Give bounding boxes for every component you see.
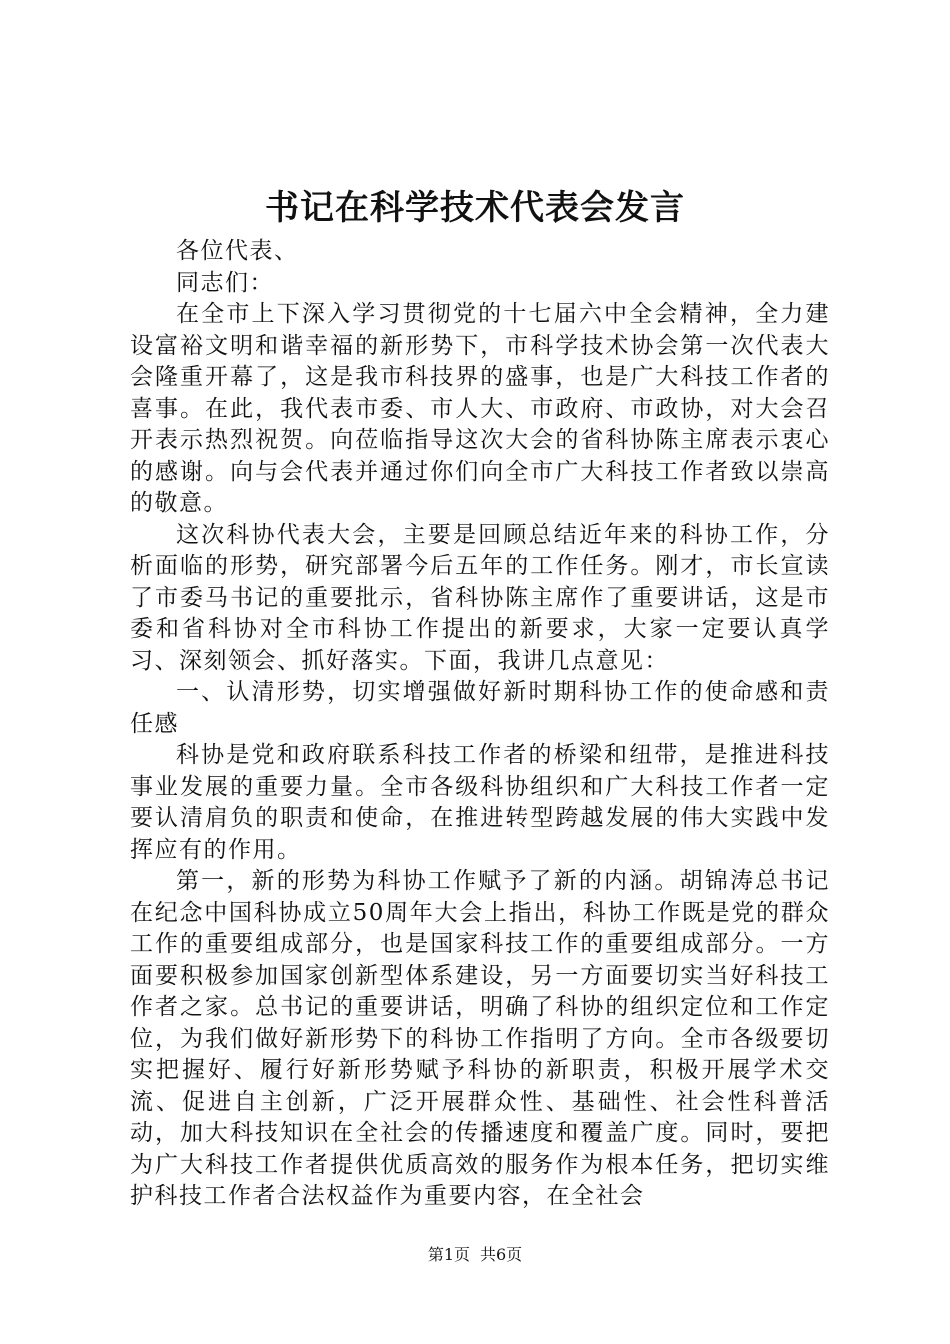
body-paragraph: 科协是党和政府联系科技工作者的桥梁和纽带，是推进科技事业发展的重要力量。全市各级科协组织和广大科技工作者一定要认清肩负的职责和使命，在推进转型跨越发展的伟大实践中发挥应有的作用。 (130, 742, 830, 863)
page-footer (0, 1244, 950, 1266)
page-total: 共6页 (480, 1245, 523, 1264)
page-number: 第1页 (427, 1245, 470, 1264)
body-paragraph: 第一，新的形势为科协工作赋予了新的内涵。胡锦涛总书记在纪念中国科协成立50周年大会上指出，科协工作既是党的群众工作的重要组成部分，也是国家科技工作的重要组成部分。一方面要积极参加国家创新型体系建设，另一方面要切实当好科技工作者之家。总书记的重要讲话，明确了科协的组织定位和工作定位，为我们做好新形势下的科协工作指明了方向。全市各级要切实把握好、履行好新形势赋予科协的新职责，积极开展学术交流、促进自主创新，广泛开展群众性、基础性、社会性科普活动，加大科技知识在全社会的传播速度和覆盖广度。同时，要把为广大科技工作者提供优质高效的服务作为根本任务，把切实维护科技工作者合法权益作为重要内容，在全社会 (130, 868, 830, 1209)
body-paragraph: 在全市上下深入学习贯彻党的十七届六中全会精神，全力建设富裕文明和谐幸福的新形势下，市科学技术协会第一次代表大会隆重开幕了，这是我市科技界的盛事，也是广大科技工作者的喜事。在此，我代表市委、市人大、市政府、市政协，对大会召开表示热烈祝贺。向莅临指导这次大会的省科协陈主席表示衷心的感谢。向与会代表并通过你们向全市广大科技工作者致以崇高的敬意。 (130, 301, 830, 516)
section-heading: 一、认清形势，切实增强做好新时期科协工作的使命感和责任感 (130, 679, 830, 737)
body-paragraph: 这次科协代表大会，主要是回顾总结近年来的科协工作，分析面临的形势，研究部署今后五年的工作任务。刚才，市长宣读了市委马书记的重要批示，省科协陈主席作了重要讲话，这是市委和省科协对全市科协工作提出的新要求，大家一定要认真学习、深刻领会、抓好落实。下面，我讲几点意见： (130, 521, 830, 674)
salutation-line: 同志们： (176, 269, 274, 296)
document-body (130, 236, 830, 1213)
document-title: 书记在科学技术代表会发言 (265, 188, 685, 228)
salutation-line: 各位代表、 (176, 238, 299, 264)
